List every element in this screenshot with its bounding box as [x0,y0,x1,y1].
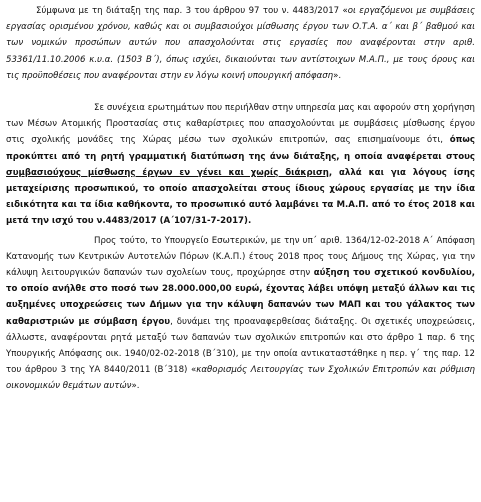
text-run: Σύμφωνα με τη διάταξη της παρ. 3 του άρθρου 97 του ν. 4483/2017 « [36,6,348,16]
emphasis-text: , αλλά και για λόγους ίσης μεταχείρισης προσωπικού, το οποίο απασχολείται στους ίδιους χώρους εργασίας με την ίδια ειδικότητα και τα ίδια καθήκοντα, το προσωπικό αυτό λαμβάνει τα Μ.Α.Π. από το έτος 2018 και μετά την ισχύ του ν.4483/2017 (Α΄107/31-7-2017). [6,167,475,227]
paragraph-interpretation [6,100,475,230]
underlined-emphasis-text: συμβασιούχους μίσθωσης έργων εν γένει και χωρίς διάκριση [6,167,329,178]
quoted-provision-text: οι εργαζόμενοι με συμβάσεις εργασίας ορισμένου χρόνου, καθώς και οι συμβασιούχοι μίσθωσης έργου των Ο.Τ.Α. α΄ και β΄ βαθμού και των νομικών προσώπων αυτών που απασχολούνται στις εργασίες που αναφέρονται στην αριθ. 53361/11.10.2006 κ.υ.α. (1503 Β΄), όπως ισχύει, δικαιούνται των αντίστοιχων Μ.Α.Π., με τους όρους και τις προϋποθέσεις που αναφέρονται στην εν λόγω κοινή υπουργική απόφαση [6,6,475,81]
text-run: Σε συνέχεια ερωτημάτων που περιήλθαν στην υπηρεσία μας και αφορούν στη χορήγηση των Μέσων Ατομικής Προστασίας στις καθαρίστριες που απασχολούνται με συμβάσεις μίσθωσης έργου στις σχολικής μονάδες της Χώρας μέσω των σχολικών επιτροπών, σας επισημαίνουμε ότι, [6,103,475,146]
text-run: Προς τούτο, το Υπουργείο Εσωτερικών, με την υπ΄ αριθ. 1364/12-02-2018 Α΄ Απόφαση Κατανομής των Κεντρικών Αυτοτελών Πόρων (Κ.Α.Π.) έτους 2018 προς τους Δήμους της Χώρας, για την κάλυψη λειτουργικών δαπανών των σχολείων τους, προχώρησε στην [6,235,475,279]
emphasis-text: αύξηση του σχετικού κονδυλίου, το οποίο ανήλθε στο ποσό των 28.000.000,00 ευρώ, έχοντας λάβει υπόψη μεταξύ άλλων και τις αυξημένες υποχρεώσεις των Δήμων για την κάλυψη δαπανών των ΜΑΠ και του γάλακτος των καθαριστριών με σύμβαση έργου [6,268,475,327]
paragraph-spacer [6,84,475,100]
text-run: , δυνάμει της προαναφερθείσας διάταξης. Οι σχετικές υποχρεώσεις, άλλωστε, αναφέρονται ρητά μεταξύ των δαπανών των σχολικών επιτροπών και στο άρθρο 1 παρ. 6 της Υπουργικής Απόφασης οικ. 1940/02-02-2018 (Β΄310), με την οποία αντικαταστάθηκε η περ. γ΄ της παρ. 12 του άρθρου 3 της ΥΑ 8440/2011 (Β΄318) « [6,316,475,376]
quoted-title-text: καθορισμός Λειτουργίας των Σχολικών Επιτροπών και ρύθμιση οικονομικών θεμάτων αυτών [6,365,475,392]
text-run: ». [131,381,140,392]
text-run: ». [333,70,342,81]
emphasis-text: όπως προκύπτει από τη ρητή γραμματική διατύπωση της άνω διάταξης, η οποία αναφέρεται στους [6,135,475,162]
paragraph-law-provision [6,3,475,84]
paragraph-funding [6,233,475,395]
